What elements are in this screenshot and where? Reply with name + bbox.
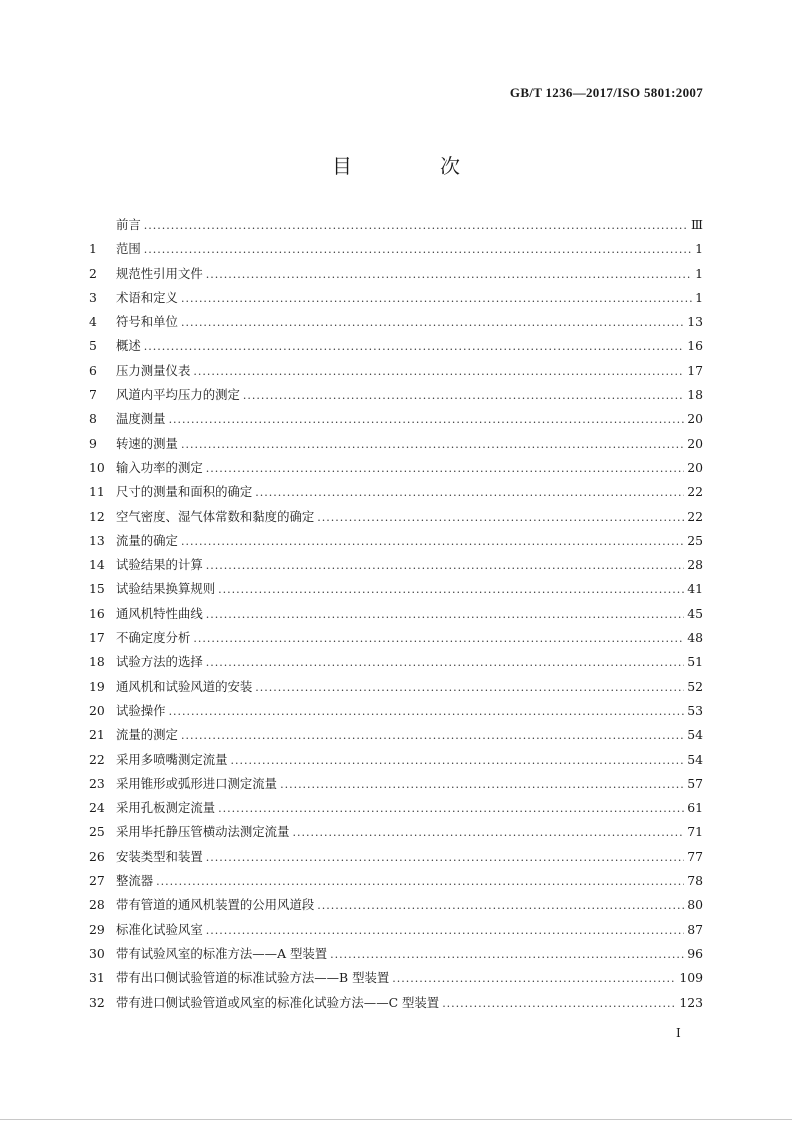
- toc-entry-page: 48: [687, 630, 703, 646]
- toc-entry-number: 12: [89, 508, 105, 524]
- toc-entry[interactable]: [89, 361, 703, 385]
- toc-entry-page: 28: [687, 557, 703, 573]
- toc-dot-leader: [193, 632, 684, 645]
- toc-entry-page: 16: [687, 338, 703, 354]
- toc-entry[interactable]: [89, 847, 703, 871]
- toc-entry-page: 18: [687, 387, 703, 403]
- toc-entry[interactable]: [89, 555, 703, 579]
- toc-entry-label: 概述: [116, 338, 141, 354]
- toc-entry-page: 1: [695, 241, 703, 257]
- toc-dot-leader: [144, 243, 692, 256]
- toc-dot-leader: [181, 729, 684, 742]
- toc-entry-page: 54: [687, 727, 703, 743]
- toc-entry[interactable]: [89, 750, 703, 774]
- toc-entry-label: 采用孔板测定流量: [116, 800, 216, 816]
- toc-entry-label: 尺寸的测量和面积的确定: [116, 484, 253, 500]
- toc-entry-label: 风道内平均压力的测定: [116, 387, 240, 403]
- toc-entry-number: 23: [89, 775, 105, 791]
- toc-dot-leader: [206, 268, 692, 281]
- toc-dot-leader: [156, 875, 684, 888]
- toc-entry-page: 77: [687, 848, 703, 864]
- toc-entry-label: 输入功率的测定: [116, 459, 203, 475]
- toc-entry[interactable]: [89, 871, 703, 895]
- toc-dot-leader: [231, 754, 685, 767]
- standard-code: GB/T 1236—2017/ISO 5801:2007: [509, 85, 703, 100]
- toc-dot-leader: [280, 778, 684, 791]
- toc-entry[interactable]: [89, 944, 703, 968]
- toc-entry[interactable]: [89, 604, 703, 628]
- toc-entry-number: 8: [89, 411, 97, 427]
- toc-entry-page: 1: [695, 265, 703, 281]
- toc-entry-label: 试验操作: [116, 702, 166, 718]
- toc-dot-leader: [193, 365, 684, 378]
- toc-entry[interactable]: [89, 482, 703, 506]
- toc-entry-page: 13: [687, 314, 703, 330]
- toc-dot-leader: [206, 608, 684, 621]
- toc-entry-label: 温度测量: [116, 411, 166, 427]
- toc-dot-leader: [206, 462, 684, 475]
- toc-entry[interactable]: [89, 458, 703, 482]
- page-title: 目 次: [332, 154, 494, 178]
- table-of-contents: [89, 215, 703, 1017]
- toc-entry-number: 13: [89, 532, 105, 548]
- toc-entry-label: 带有出口侧试验管道的标准试验方法——B 型装置: [116, 970, 390, 986]
- toc-entry[interactable]: [89, 895, 703, 919]
- toc-entry[interactable]: [89, 336, 703, 360]
- toc-entry-page: 25: [687, 532, 703, 548]
- toc-dot-leader: [181, 292, 692, 305]
- toc-entry-number: 9: [89, 435, 97, 451]
- toc-entry-number: 10: [89, 459, 105, 475]
- toc-entry-page: 45: [687, 605, 703, 621]
- toc-entry-page: 80: [687, 897, 703, 913]
- toc-entry-page: Ⅲ: [691, 217, 703, 232]
- toc-entry-label: 流量的确定: [116, 532, 178, 548]
- toc-entry-number: 4: [89, 314, 97, 330]
- toc-entry-number: 7: [89, 387, 97, 403]
- toc-entry[interactable]: [89, 409, 703, 433]
- toc-dot-leader: [330, 948, 684, 961]
- toc-dot-leader: [206, 559, 684, 572]
- toc-dot-leader: [169, 705, 685, 718]
- toc-entry-page: 52: [687, 678, 703, 694]
- toc-entry-number: 15: [89, 581, 105, 597]
- toc-dot-leader: [255, 486, 684, 499]
- toc-entry-number: 3: [89, 289, 97, 305]
- toc-entry-page: 53: [687, 702, 703, 718]
- toc-entry[interactable]: [89, 312, 703, 336]
- toc-entry-page: 71: [687, 824, 703, 840]
- toc-entry-number: 14: [89, 557, 105, 573]
- page-number: I: [676, 1026, 681, 1040]
- toc-entry-page: 22: [687, 484, 703, 500]
- toc-entry-number: 18: [89, 654, 105, 670]
- toc-entry-number: 26: [89, 848, 105, 864]
- toc-dot-leader: [317, 511, 684, 524]
- toc-entry-page: 87: [687, 921, 703, 937]
- toc-entry-number: 1: [89, 241, 97, 257]
- toc-entry-label: 安装类型和装置: [116, 848, 203, 864]
- toc-entry-number: 16: [89, 605, 105, 621]
- toc-dot-leader: [243, 389, 684, 402]
- toc-entry-page: 22: [687, 508, 703, 524]
- toc-entry-label: 范围: [116, 241, 141, 257]
- toc-entry[interactable]: [89, 434, 703, 458]
- toc-entry-page: 20: [687, 459, 703, 475]
- toc-entry[interactable]: [89, 677, 703, 701]
- toc-entry-number: 21: [89, 727, 105, 743]
- toc-entry-number: 17: [89, 630, 105, 646]
- toc-entry-number: 11: [89, 484, 105, 500]
- toc-entry-label: 试验结果的计算: [116, 557, 203, 573]
- toc-entry-page: 41: [687, 581, 703, 597]
- toc-entry-label: 规范性引用文件: [116, 265, 203, 281]
- toc-entry-number: 29: [89, 921, 105, 937]
- toc-entry[interactable]: [89, 215, 703, 239]
- toc-dot-leader: [292, 826, 684, 839]
- toc-entry-label: 试验方法的选择: [116, 654, 203, 670]
- toc-entry[interactable]: [89, 239, 703, 263]
- toc-entry-number: 28: [89, 897, 105, 913]
- toc-dot-leader: [206, 924, 684, 937]
- toc-entry-number: 19: [89, 678, 105, 694]
- toc-entry-page: 109: [679, 970, 703, 986]
- toc-entry-label: 整流器: [116, 873, 154, 889]
- toc-entry-page: 78: [687, 873, 703, 889]
- toc-entry-page: 51: [687, 654, 703, 670]
- toc-entry[interactable]: [89, 798, 703, 822]
- toc-dot-leader: [181, 535, 684, 548]
- toc-entry-page: 123: [679, 994, 703, 1010]
- toc-entry-label: 试验结果换算规则: [116, 581, 216, 597]
- toc-entry-page: 20: [687, 411, 703, 427]
- toc-entry-label: 不确定度分析: [116, 630, 191, 646]
- toc-entry-number: 31: [89, 970, 105, 986]
- toc-dot-leader: [169, 413, 685, 426]
- toc-entry-page: 17: [687, 362, 703, 378]
- toc-entry-label: 通风机特性曲线: [116, 605, 203, 621]
- toc-entry-number: 24: [89, 800, 105, 816]
- toc-entry[interactable]: [89, 652, 703, 676]
- toc-entry-number: 6: [89, 362, 97, 378]
- toc-entry-page: 54: [687, 751, 703, 767]
- toc-entry-label: 转速的测量: [116, 435, 178, 451]
- toc-dot-leader: [218, 802, 684, 815]
- toc-entry[interactable]: [89, 288, 703, 312]
- toc-dot-leader: [206, 656, 684, 669]
- toc-entry-label: 符号和单位: [116, 314, 178, 330]
- toc-entry[interactable]: [89, 822, 703, 846]
- toc-entry-label: 标准化试验风室: [116, 921, 203, 937]
- toc-entry-page: 20: [687, 435, 703, 451]
- toc-entry[interactable]: [89, 920, 703, 944]
- toc-entry-number: 30: [89, 945, 105, 961]
- page-bottom-divider: [0, 1119, 792, 1120]
- toc-entry[interactable]: [89, 507, 703, 531]
- toc-dot-leader: [206, 851, 684, 864]
- toc-entry-label: 带有管道的通风机装置的公用风道段: [116, 897, 315, 913]
- toc-entry-label: 压力测量仪表: [116, 362, 191, 378]
- toc-dot-leader: [255, 681, 684, 694]
- toc-entry-label: 流量的测定: [116, 727, 178, 743]
- toc-entry[interactable]: [89, 774, 703, 798]
- toc-entry-number: 32: [89, 994, 105, 1010]
- toc-entry-number: 20: [89, 702, 105, 718]
- toc-dot-leader: [144, 219, 688, 232]
- toc-entry[interactable]: [89, 628, 703, 652]
- toc-entry-number: 27: [89, 873, 105, 889]
- toc-entry-number: 25: [89, 824, 105, 840]
- toc-entry-number: 2: [89, 265, 97, 281]
- toc-entry-label: 采用多喷嘴测定流量: [116, 751, 228, 767]
- toc-entry-label: 带有试验风室的标准方法——A 型装置: [116, 945, 328, 961]
- toc-dot-leader: [442, 997, 676, 1010]
- toc-entry[interactable]: [89, 579, 703, 603]
- toc-entry-label: 通风机和试验风道的安装: [116, 678, 253, 694]
- toc-entry-label: 术语和定义: [116, 289, 178, 305]
- toc-entry[interactable]: [89, 968, 703, 992]
- toc-entry[interactable]: [89, 264, 703, 288]
- toc-entry-number: 5: [89, 338, 97, 354]
- toc-entry[interactable]: [89, 993, 703, 1017]
- toc-entry-page: 96: [687, 945, 703, 961]
- toc-entry-page: 1: [695, 289, 703, 305]
- toc-entry-label: 采用毕托静压管横动法测定流量: [116, 824, 290, 840]
- toc-entry-label: 带有进口侧试验管道或风室的标准化试验方法——C 型装置: [116, 994, 440, 1010]
- toc-dot-leader: [144, 340, 684, 353]
- toc-entry[interactable]: [89, 725, 703, 749]
- toc-entry-number: 22: [89, 751, 105, 767]
- toc-dot-leader: [317, 899, 684, 912]
- toc-dot-leader: [392, 972, 676, 985]
- toc-entry-page: 61: [687, 800, 703, 816]
- toc-dot-leader: [181, 316, 684, 329]
- toc-entry[interactable]: [89, 385, 703, 409]
- toc-dot-leader: [181, 438, 684, 451]
- toc-entry-label: 空气密度、湿气体常数和黏度的确定: [116, 508, 315, 524]
- toc-entry-label: 前言: [116, 217, 141, 232]
- toc-entry[interactable]: [89, 531, 703, 555]
- toc-entry[interactable]: [89, 701, 703, 725]
- toc-entry-label: 采用锥形或弧形进口测定流量: [116, 775, 278, 791]
- toc-entry-page: 57: [687, 775, 703, 791]
- toc-dot-leader: [218, 583, 684, 596]
